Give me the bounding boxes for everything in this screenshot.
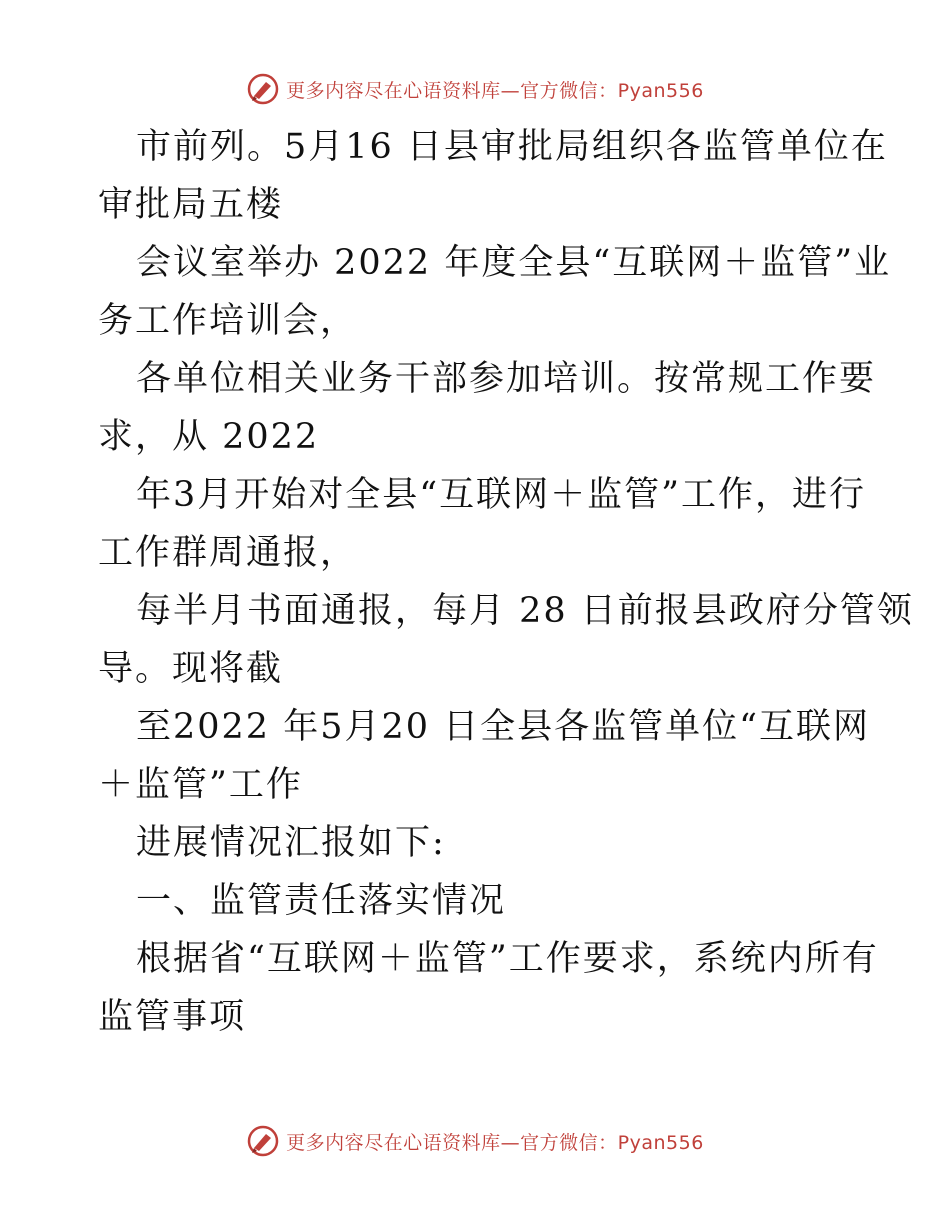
paragraph-line: 市前列。5月16 日县审批局组织各监管单位在	[136, 127, 888, 167]
paragraph-line: 每半月书面通报，每月 28 日前报县政府分管领	[136, 591, 914, 631]
paragraph-line: 会议室举办 2022 年度全县“互联网＋监管”业	[136, 243, 892, 283]
paragraph-line: 务工作培训会，	[98, 301, 358, 341]
paragraph-line: 求，从 2022	[98, 417, 320, 457]
paragraph-line: 各单位相关业务干部参加培训。按常规工作要	[136, 359, 877, 399]
pen-logo-icon	[246, 1124, 280, 1158]
paragraph-line: 工作群周通报，	[98, 533, 358, 573]
header-watermark	[0, 72, 950, 106]
header-watermark-text: 更多内容尽在心语资料库—官方微信：Pyan556	[286, 79, 704, 102]
paragraph-line: 一、监管责任落实情况	[136, 881, 507, 921]
paragraph-line: 年3月开始对全县“互联网＋监管”工作，进行	[136, 475, 867, 515]
paragraph-line: 监管事项	[98, 997, 247, 1037]
paragraph-line: 至2022 年5月20 日全县各监管单位“互联网	[136, 707, 871, 747]
pen-logo-icon	[246, 72, 280, 106]
paragraph-line: 根据省“互联网＋监管”工作要求，系统内所有	[136, 939, 879, 979]
footer-watermark-text: 更多内容尽在心语资料库—官方微信：Pyan556	[286, 1131, 704, 1154]
footer-watermark	[0, 1124, 950, 1158]
document-body	[98, 118, 914, 1046]
paragraph-line: 审批局五楼	[98, 185, 284, 225]
paragraph-line: ＋监管”工作	[98, 765, 303, 805]
paragraph-line: 进展情况汇报如下:	[136, 823, 446, 863]
paragraph-line: 导。现将截	[98, 649, 284, 689]
